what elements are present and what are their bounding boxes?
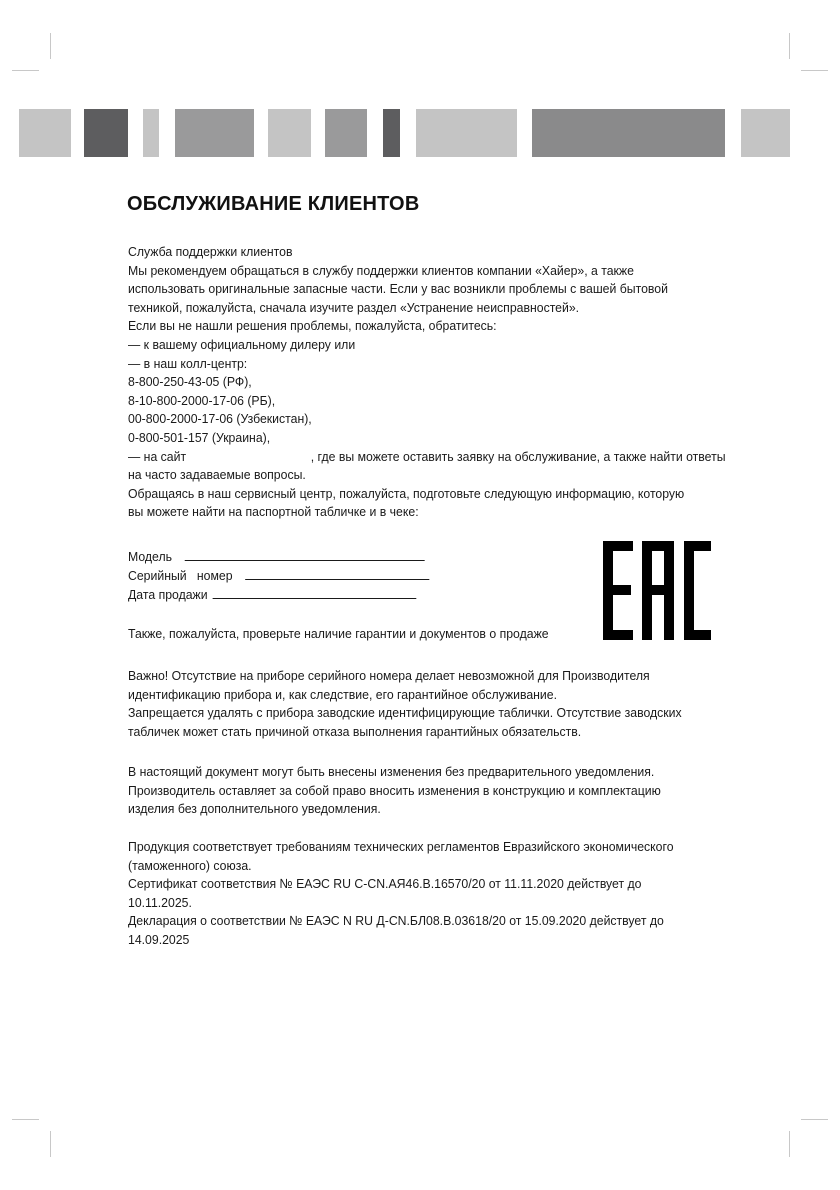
- declaration-date: 14.09.2025: [128, 931, 190, 947]
- model-row: [128, 546, 429, 565]
- text-line: — в наш колл-центр:: [128, 355, 248, 371]
- crop-mark: [789, 1131, 790, 1157]
- phone-ru: 8-800-250-43-05 (РФ),: [128, 374, 252, 390]
- crop-mark: [801, 70, 828, 71]
- header-band: [741, 109, 790, 157]
- product-info-form: [128, 546, 429, 604]
- support-text: [128, 243, 742, 522]
- page-title: ОБСЛУЖИВАНИЕ КЛИЕНТОВ: [127, 193, 420, 215]
- model-label: Модель: [128, 549, 173, 564]
- header-band: [84, 109, 128, 157]
- date-field: [213, 584, 417, 599]
- text-line: Мы рекомендуем обращаться в службу поддержки клиентов компании «Хайер», а также: [128, 262, 634, 278]
- changes-notice: [128, 763, 661, 819]
- site-suffix: , где вы можете оставить заявку на обслуживание, а также найти ответы: [310, 448, 726, 464]
- text-line: изделия без дополнительного уведомления.: [128, 801, 381, 817]
- serial-field: [245, 565, 429, 580]
- text-line: Продукция соответствует требованиям технических регламентов Евразийского экономического: [128, 839, 674, 854]
- header-band: [268, 109, 311, 157]
- crop-mark: [50, 1131, 51, 1157]
- text-line: Важно! Отсутствие на приборе серийного номера делает невозможной для Производителя: [128, 668, 650, 683]
- certificate-line: Сертификат соответствия № ЕАЭС RU C-CN.АЯ46.В.16570/20 от 11.11.2020 действует до: [128, 876, 642, 892]
- crop-mark: [50, 33, 51, 59]
- warranty-note: Также, пожалуйста, проверьте наличие гарантии и документов о продаже: [128, 626, 549, 641]
- site-line: [128, 448, 742, 467]
- text-line: Запрещается удалять с прибора заводские идентифицирующие таблички. Отсутствие заводских: [128, 705, 682, 721]
- phone-by: 8-10-800-2000-17-06 (РБ),: [128, 392, 276, 408]
- phone-ua: 0-800-501-157 (Украина),: [128, 429, 271, 445]
- certificate-date: 10.11.2025.: [128, 894, 192, 910]
- important-notice: [128, 667, 682, 741]
- text-line: на часто задаваемые вопросы.: [128, 467, 306, 483]
- header-band: [143, 109, 159, 157]
- text-line: табличек может стать причиной отказа выполнения гарантийных обязательств.: [128, 723, 582, 739]
- header-band: [325, 109, 367, 157]
- header-band: [175, 109, 254, 157]
- text-line: Обращаясь в наш сервисный центр, пожалуйста, подготовьте следующую информацию, которую: [128, 485, 685, 501]
- text-line: Производитель оставляет за собой право вносить изменения в конструкцию и комплектацию: [128, 782, 661, 798]
- phone-uz: 00-800-2000-17-06 (Узбекистан),: [128, 411, 312, 427]
- text-line: вы можете найти на паспортной табличке и в чеке:: [128, 504, 419, 520]
- site-prefix: — на сайт: [128, 448, 187, 464]
- text-line: Если вы не нашли решения проблемы, пожалуйста, обратитесь:: [128, 318, 497, 334]
- serial-label: Серийный номер: [128, 568, 233, 584]
- crop-mark: [789, 33, 790, 59]
- crop-mark: [12, 1119, 39, 1120]
- compliance-notice: [128, 838, 674, 950]
- header-band: [416, 109, 517, 157]
- crop-mark: [12, 70, 39, 71]
- serial-row: [128, 565, 429, 584]
- text-line: использовать оригинальные запасные части. Если у вас возникли проблемы с вашей бытовой: [128, 281, 668, 297]
- eac-mark: [603, 541, 711, 640]
- text-line: В настоящий документ могут быть внесены изменения без предварительного уведомления.: [128, 764, 655, 779]
- date-row: [128, 584, 429, 603]
- text-line: — к вашему официальному дилеру или: [128, 336, 356, 352]
- declaration-line: Декларация о соответствии № ЕАЭС N RU Д-CN.БЛ08.В.03618/20 от 15.09.2020 действует до: [128, 913, 664, 929]
- model-field: [185, 546, 425, 561]
- text-line: идентификацию прибора и, как следствие, его гарантийное обслуживание.: [128, 686, 558, 702]
- text-line: (таможенного) союза.: [128, 857, 252, 873]
- header-band: [383, 109, 400, 157]
- text-line: техникой, пожалуйста, сначала изучите раздел «Устранение неисправностей».: [128, 299, 580, 315]
- date-label: Дата продажи: [128, 587, 208, 603]
- text-line: Служба поддержки клиентов: [128, 244, 293, 259]
- crop-mark: [801, 1119, 828, 1120]
- header-band: [19, 109, 71, 157]
- header-band: [532, 109, 725, 157]
